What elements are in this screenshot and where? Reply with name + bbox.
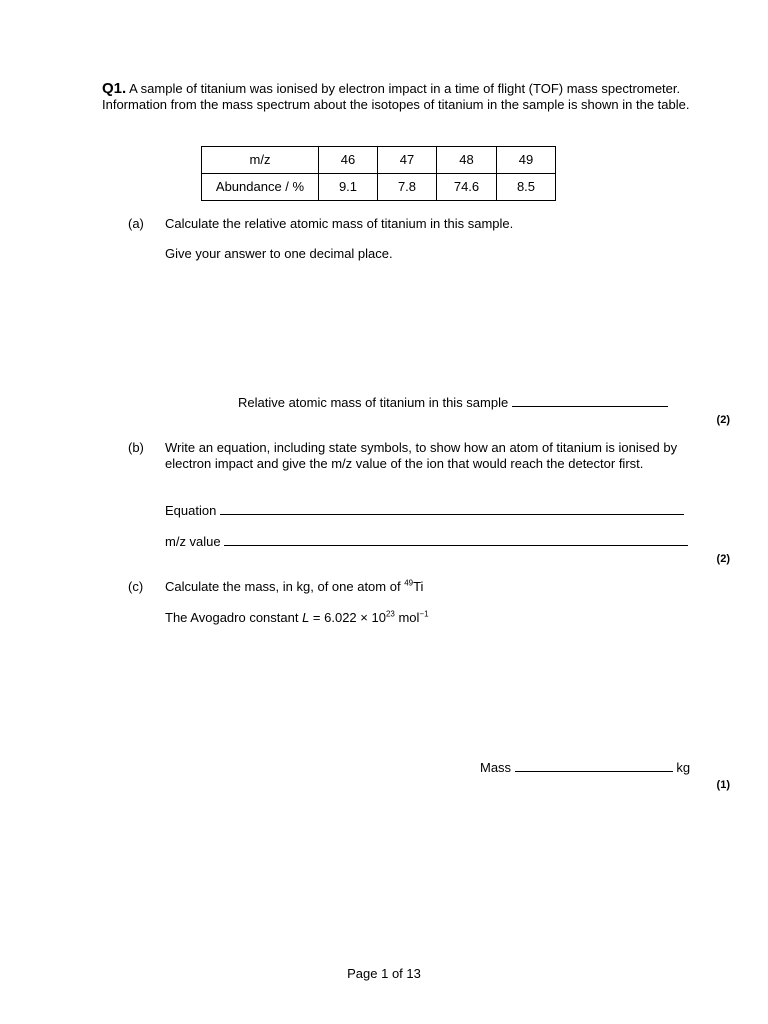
page-number: Page 1 of 13	[347, 966, 421, 981]
part-b-text: Write an equation, including state symbols, to show how an atom of titanium is ionised by electron impact and give the m/z value of the ion that would reach the detector first.	[165, 440, 678, 471]
question-number: Q1.	[102, 80, 127, 97]
table-header-abundance: Abundance / %	[202, 174, 319, 201]
part-a-answer-line[interactable]	[512, 393, 668, 407]
part-b-mz-row	[165, 532, 688, 550]
question-intro-text: A sample of titanium was ionised by electron impact in a time of flight (TOF) mass spectrometer. Information from the mass spectrum about the isotopes of titanium in the sample is shown in the table.	[102, 81, 690, 112]
isotope-table	[201, 146, 556, 201]
table-row-abundance	[202, 174, 556, 201]
part-c-label: (c)	[128, 579, 144, 594]
part-a-label: (a)	[128, 216, 144, 231]
avogadro-symbol: L	[302, 610, 310, 625]
table-cell: 7.8	[378, 174, 437, 201]
part-a-marks: (2)	[716, 414, 730, 426]
part-c-marks: (1)	[716, 779, 730, 791]
table-cell: 9.1	[319, 174, 378, 201]
table-cell: 46	[319, 147, 378, 174]
table-row-mz	[202, 147, 556, 174]
avogadro-line	[165, 610, 725, 626]
part-b-label: (b)	[128, 440, 144, 455]
part-b-mz-label: m/z value	[165, 534, 221, 549]
part-a-answer-label: Relative atomic mass of titanium in this sample	[238, 395, 509, 410]
avogadro-prefix: The Avogadro constant	[165, 610, 303, 625]
part-a-answer-row	[238, 393, 668, 411]
part-b-equation-line[interactable]	[220, 501, 684, 515]
table-cell: 47	[378, 147, 437, 174]
isotope-mass-number: 49	[404, 578, 414, 588]
part-c-answer-line[interactable]	[515, 758, 673, 772]
question-intro	[102, 81, 727, 113]
table-cell: 74.6	[437, 174, 497, 201]
table-cell: 8.5	[497, 174, 556, 201]
avogadro-exponent: 23	[385, 609, 395, 619]
isotope-symbol: Ti	[413, 579, 424, 594]
part-c-text	[165, 579, 725, 595]
part-c-answer-row	[480, 758, 690, 776]
table-header-mz: m/z	[202, 147, 319, 174]
part-b-marks: (2)	[716, 553, 730, 565]
part-a-text1: Calculate the relative atomic mass of titanium in this sample.	[165, 216, 514, 231]
part-c-text-prefix: Calculate the mass, in kg, of one atom of	[165, 579, 405, 594]
part-a-text2: Give your answer to one decimal place.	[165, 246, 393, 261]
part-b-equation-label: Equation	[165, 503, 217, 518]
part-b-equation-row	[165, 501, 684, 519]
part-c-answer-unit: kg	[676, 760, 691, 775]
avogadro-unit-exponent: −1	[419, 609, 429, 619]
table-cell: 48	[437, 147, 497, 174]
avogadro-unit: mol	[394, 610, 420, 625]
table-cell: 49	[497, 147, 556, 174]
part-b-mz-line[interactable]	[224, 532, 688, 546]
part-c-answer-label: Mass	[480, 760, 512, 775]
avogadro-value: = 6.022 × 10	[309, 610, 386, 625]
